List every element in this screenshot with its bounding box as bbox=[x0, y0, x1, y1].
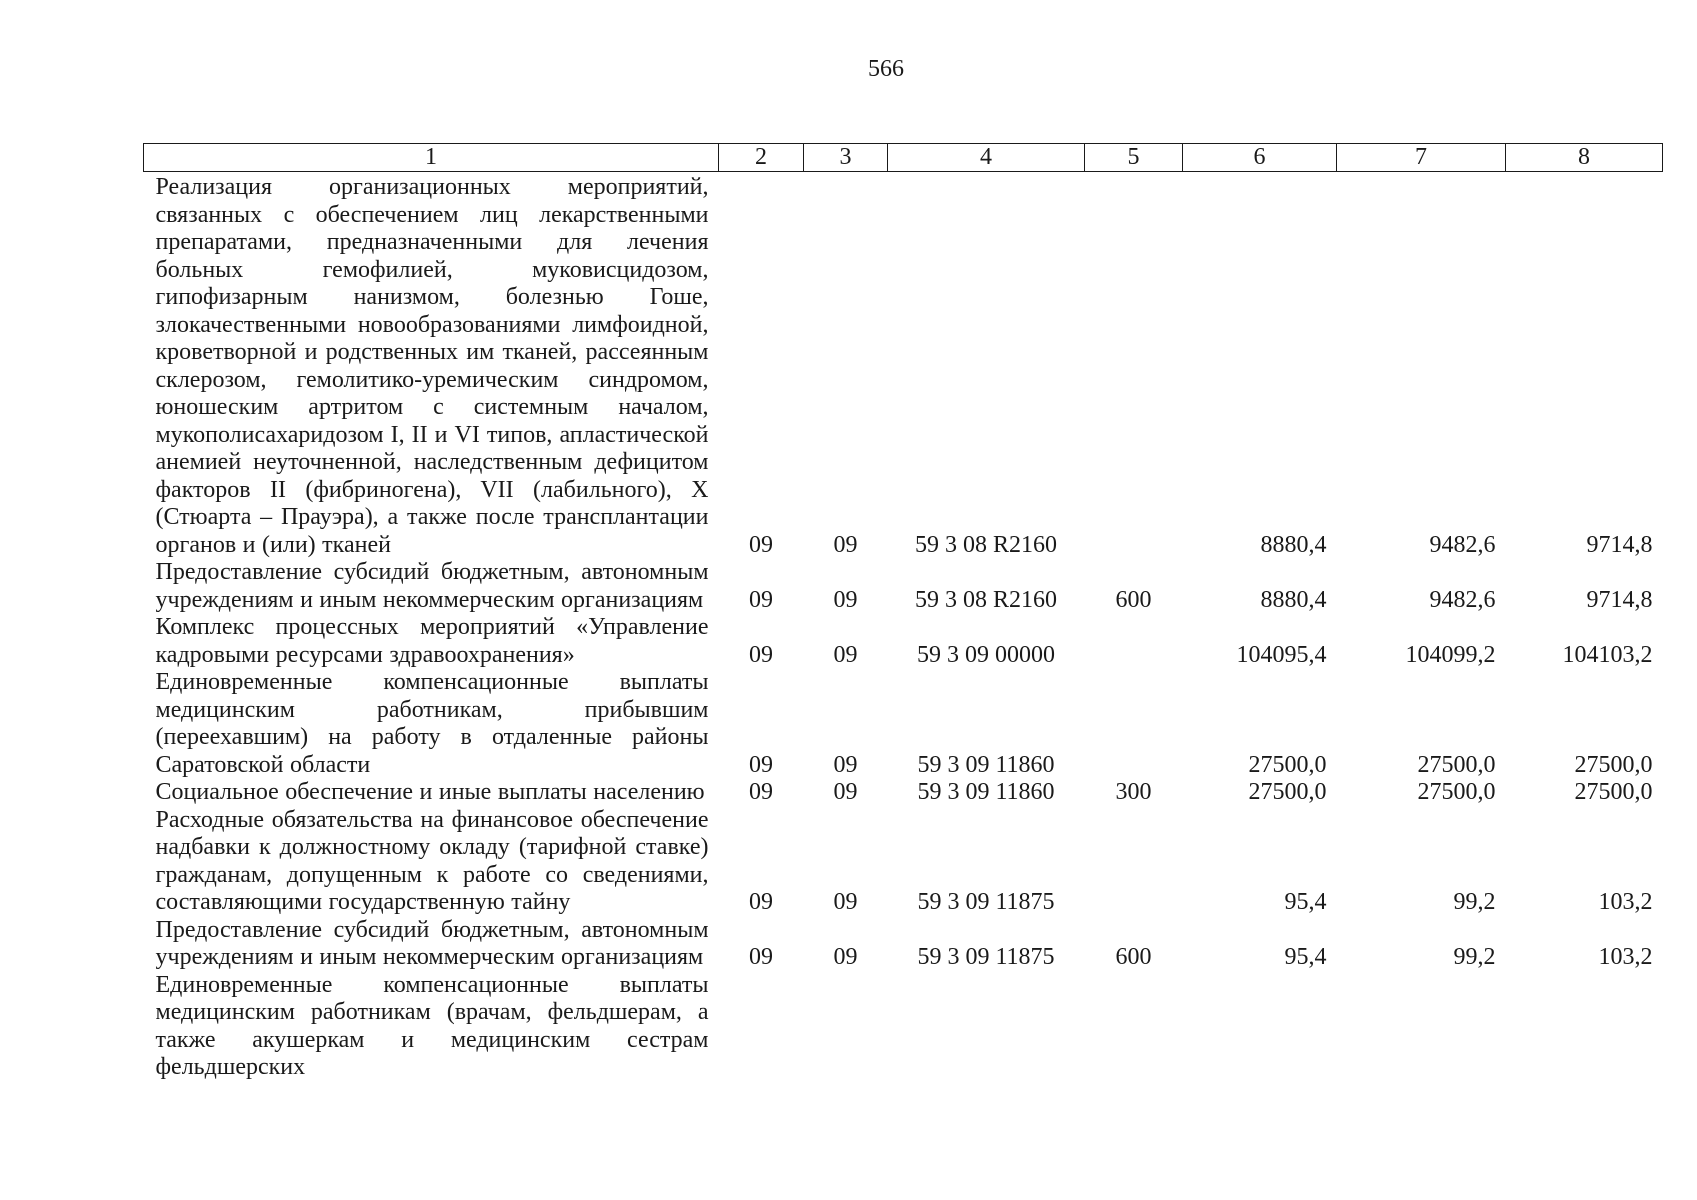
row-description: Социальное обеспечение и иные выплаты населению bbox=[155, 779, 705, 805]
row-subsection: 09 bbox=[833, 586, 858, 613]
row-subsection: 09 bbox=[833, 641, 858, 668]
row-target-code: 59 3 09 11860 bbox=[917, 751, 1055, 778]
row-subsection: 09 bbox=[833, 751, 858, 778]
row-section: 09 bbox=[749, 751, 773, 778]
row-section: 09 bbox=[749, 779, 773, 805]
row-section: 09 bbox=[749, 531, 773, 558]
row-description: Комплекс процессных мероприятий «Управление кадровыми ресурсами здравоохранения» bbox=[155, 614, 709, 668]
table-row bbox=[144, 779, 1663, 807]
row-section: 09 bbox=[749, 641, 773, 668]
row-expense-type bbox=[1085, 172, 1183, 560]
row-target-code: 59 3 08 R2160 bbox=[914, 531, 1057, 558]
row-value-col6 bbox=[1183, 972, 1337, 1082]
row-target-code: 59 3 09 00000 bbox=[917, 641, 1055, 668]
row-value-col7: 9482,6 bbox=[1429, 586, 1496, 613]
header-col-8: 8 bbox=[1506, 144, 1663, 172]
row-target-code bbox=[888, 972, 1085, 1082]
row-subsection: 09 bbox=[833, 889, 858, 915]
row-expense-type: 600 bbox=[1115, 944, 1152, 970]
row-subsection: 09 bbox=[833, 944, 858, 970]
row-subsection: 09 bbox=[833, 779, 858, 805]
header-col-2: 2 bbox=[719, 144, 804, 172]
row-value-col8: 9714,8 bbox=[1586, 586, 1653, 613]
header-row bbox=[144, 144, 1663, 172]
table-row bbox=[144, 807, 1663, 917]
row-value-col6: 27500,0 bbox=[1248, 751, 1327, 778]
row-expense-type bbox=[1085, 614, 1183, 669]
row-description: Единовременные компенсационные выплаты медицинским работникам (врачам, фельдшерам, а также акушеркам и медицинским сестрам фельдшерских bbox=[155, 971, 709, 1080]
row-target-code: 59 3 09 11875 bbox=[917, 889, 1055, 915]
row-target-code: 59 3 09 11860 bbox=[917, 779, 1055, 805]
row-value-col6: 95,4 bbox=[1284, 889, 1327, 915]
header-col-5: 5 bbox=[1085, 144, 1183, 172]
table-header bbox=[144, 144, 1663, 172]
row-subsection: 09 bbox=[833, 531, 858, 558]
row-value-col7: 99,2 bbox=[1453, 944, 1496, 970]
row-target-code: 59 3 09 11875 bbox=[917, 944, 1055, 970]
row-section: 09 bbox=[749, 944, 773, 970]
row-description: Расходные обязательства на финансовое обеспечение надбавки к должностному окладу (тарифной ставке) гражданам, допущенным к работе со сведениями, составляющими государственную тайну bbox=[155, 806, 709, 915]
header-col-3: 3 bbox=[804, 144, 888, 172]
header-col-4: 4 bbox=[888, 144, 1085, 172]
row-expense-type bbox=[1085, 669, 1183, 779]
row-subsection bbox=[804, 972, 888, 1082]
header-col-1: 1 bbox=[144, 144, 719, 172]
row-value-col7 bbox=[1337, 972, 1506, 1082]
row-value-col8: 104103,2 bbox=[1562, 641, 1653, 668]
row-value-col7: 9482,6 bbox=[1429, 531, 1496, 558]
row-value-col7: 27500,0 bbox=[1417, 751, 1496, 778]
row-description: Единовременные компенсационные выплаты медицинским работникам, прибывшим (переехавшим) на работу в отдаленные районы Саратовской области bbox=[155, 669, 709, 778]
header-col-7: 7 bbox=[1337, 144, 1506, 172]
row-target-code: 59 3 08 R2160 bbox=[914, 586, 1057, 613]
row-value-col7: 99,2 bbox=[1453, 889, 1496, 915]
row-expense-type bbox=[1085, 972, 1183, 1082]
row-value-col6: 95,4 bbox=[1284, 944, 1327, 970]
row-value-col7: 104099,2 bbox=[1405, 641, 1496, 668]
row-value-col6: 104095,4 bbox=[1236, 641, 1327, 668]
table-row bbox=[144, 972, 1663, 1082]
row-expense-type: 600 bbox=[1115, 586, 1152, 613]
row-section: 09 bbox=[749, 586, 773, 613]
page-number: 566 bbox=[868, 56, 904, 82]
row-section bbox=[719, 972, 804, 1082]
row-expense-type bbox=[1085, 807, 1183, 917]
table-row bbox=[144, 917, 1663, 972]
row-value-col7: 27500,0 bbox=[1417, 779, 1496, 805]
row-description: Предоставление субсидий бюджетным, автономным учреждениям и иным некоммерческим организациям bbox=[155, 916, 709, 970]
row-description: Предоставление субсидий бюджетным, автономным учреждениям и иным некоммерческим организациям bbox=[155, 559, 709, 613]
row-value-col8 bbox=[1506, 972, 1663, 1082]
row-value-col8: 27500,0 bbox=[1574, 751, 1653, 778]
table-row bbox=[144, 559, 1663, 614]
row-value-col6: 8880,4 bbox=[1260, 586, 1327, 613]
row-description: Реализация организационных мероприятий, связанных с обеспечением лиц лекарственными препаратами, предназначенными для лечения больных гемофилией, муковисцидозом, гипофизарным нанизмом, болезнью Гоше, злокачественными новообразованиями лимфоидной, кроветворной и родственных им тканей, рассеянным склерозом, гемолитико-уремическим синдромом, юношеским артритом с системным началом, мукополисахаридозом I, II и VI типов, апластической анемией неуточненной, наследственным дефицитом факторов II (фибриногена), VII (лабильного), X (Стюарта – Прауэра), а также после трансплантации органов и (или) тканей bbox=[155, 174, 709, 558]
header-col-6: 6 bbox=[1183, 144, 1337, 172]
row-value-col8: 103,2 bbox=[1598, 889, 1653, 915]
row-value-col6: 27500,0 bbox=[1248, 779, 1327, 805]
row-value-col8: 9714,8 bbox=[1586, 531, 1653, 558]
table-row bbox=[144, 614, 1663, 669]
budget-table bbox=[143, 143, 1663, 1082]
row-value-col6: 8880,4 bbox=[1260, 531, 1327, 558]
table-row bbox=[144, 172, 1663, 560]
table-row bbox=[144, 669, 1663, 779]
row-value-col8: 103,2 bbox=[1598, 944, 1653, 970]
row-section: 09 bbox=[749, 889, 773, 915]
row-value-col8: 27500,0 bbox=[1574, 779, 1653, 805]
table-body bbox=[144, 172, 1663, 1082]
row-expense-type: 300 bbox=[1115, 779, 1152, 805]
